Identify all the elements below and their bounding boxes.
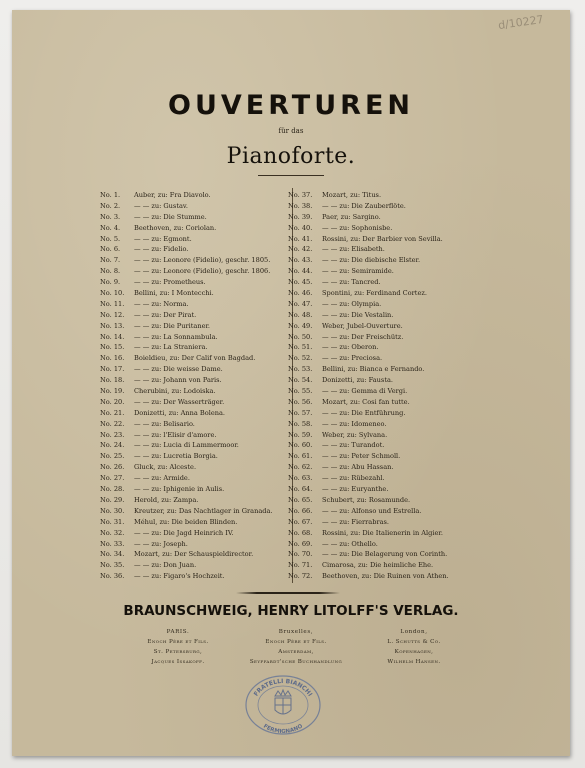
entry-title: — — zu: Die Puritaner. — [134, 321, 211, 330]
entry-number: No. 24. — [100, 441, 125, 450]
entry-number: No. 16. — [100, 354, 125, 363]
entry-title: — — zu: Egmont. — [134, 234, 192, 243]
entry-title: — — zu: Die diebische Elster. — [322, 256, 421, 265]
overture-entry — [288, 506, 478, 517]
crest-icon — [275, 690, 291, 714]
overture-entry — [100, 440, 288, 451]
overture-list-left — [100, 190, 288, 582]
overture-entry — [288, 440, 478, 451]
overture-entry — [100, 190, 288, 201]
entry-title: — — zu: Sophonisbe. — [322, 223, 393, 232]
overture-entry — [100, 560, 288, 571]
entry-title: Kreutzer, zu: Das Nachtlager in Granada. — [134, 506, 273, 515]
entry-title: — — zu: Leonore (Fidelio), geschr. 1805. — [134, 256, 271, 265]
entry-title: — — zu: Lucia di Lammermoor. — [134, 441, 239, 450]
agent-firm: Jacques Issakoff. — [151, 659, 205, 665]
pencil-annotation: d/10227 — [497, 12, 545, 33]
entry-title: Auber, zu: Fra Diavolo. — [134, 191, 211, 199]
entry-title: — — zu: Elisabeth. — [322, 245, 385, 254]
overture-entry — [288, 234, 478, 245]
agent-city: St. Petersburg, — [153, 649, 203, 655]
overture-entry — [288, 560, 478, 571]
entry-number: No. 69. — [288, 539, 313, 548]
entry-number: No. 9. — [100, 278, 121, 287]
library-stamp — [244, 674, 322, 736]
agent-firm: Enoch Père et Fils. — [147, 639, 209, 645]
entry-number: No. 38. — [288, 201, 313, 210]
overture-entry — [288, 549, 478, 560]
entry-number: No. 21. — [100, 408, 125, 417]
entry-title: — — zu: Peter Schmoll. — [322, 452, 401, 461]
overture-entry — [288, 386, 478, 397]
entry-title: — — zu: Fierrabras. — [322, 517, 390, 526]
entry-number: No. 58. — [288, 419, 313, 428]
agent-firm: Enoch Père et Fils. — [265, 639, 327, 645]
entry-number: No. 60. — [288, 441, 313, 450]
entry-number: No. 4. — [100, 223, 121, 232]
entry-number: No. 11. — [100, 299, 125, 308]
stamp-text-top: FRATELLI BIANCHI — [252, 677, 314, 698]
agent-city: Kopenhagen, — [394, 649, 434, 655]
entry-title: — — zu: Die Stumme. — [134, 212, 207, 221]
agent-city: Bruxelles, — [278, 629, 314, 635]
entry-number: No. 19. — [100, 387, 125, 396]
entry-number: No. 46. — [288, 289, 313, 298]
agent-city: Amsterdam, — [278, 649, 314, 655]
entry-title: Bellini, zu: I Montecchi. — [134, 289, 214, 298]
overture-entry — [100, 462, 288, 473]
entry-number: No. 2. — [100, 201, 121, 210]
entry-title: — — zu: Iphigenie in Aulis. — [134, 485, 225, 494]
entry-number: No. 61. — [288, 452, 313, 461]
entry-title: Cherubini, zu: Lodoiska. — [134, 387, 216, 396]
overture-entry — [100, 419, 288, 430]
overture-entry — [100, 408, 288, 419]
overture-entry — [288, 571, 478, 582]
entry-number: No. 35. — [100, 561, 125, 570]
entry-title: — — zu: Die weisse Dame. — [134, 365, 223, 374]
entry-title: — — zu: Fidelio. — [134, 245, 189, 254]
overture-entry — [100, 277, 288, 288]
overture-entry — [100, 266, 288, 277]
overture-entry — [100, 451, 288, 462]
entry-title: Mozart, zu: Der Schauspieldirector. — [134, 550, 254, 559]
entry-number: No. 27. — [100, 474, 125, 483]
entry-number: No. 48. — [288, 310, 313, 319]
overture-entry — [100, 528, 288, 539]
entry-number: No. 49. — [288, 321, 313, 330]
entry-number: No. 50. — [288, 332, 313, 341]
entry-number: No. 43. — [288, 256, 313, 265]
entry-number: No. 65. — [288, 495, 313, 504]
svg-text:FERMIGNANO — [262, 723, 304, 735]
entry-title: — — zu: Der Pirat. — [134, 310, 197, 319]
overture-entry — [288, 353, 478, 364]
overture-entry — [100, 223, 288, 234]
overture-entry — [100, 201, 288, 212]
entry-title: Mozart, zu: Titus. — [322, 191, 382, 199]
entry-number: No. 47. — [288, 299, 313, 308]
entry-title: Rossini, zu: Der Barbier von Sevilla. — [322, 234, 443, 243]
overture-entry — [288, 397, 478, 408]
overture-entry — [288, 462, 478, 473]
overture-entry — [100, 386, 288, 397]
entry-number: No. 56. — [288, 397, 313, 406]
agent-firm: Wilhelm Hansen. — [387, 659, 441, 665]
entry-number: No. 39. — [288, 212, 313, 221]
agent-city: PARIS. — [166, 629, 190, 635]
entry-number: No. 23. — [100, 430, 125, 439]
entry-number: No. 54. — [288, 376, 313, 385]
entry-title: — — zu: Lucretia Borgia. — [134, 452, 218, 461]
entry-title: Méhul, zu: Die beiden Blinden. — [134, 517, 238, 526]
overture-entry — [100, 430, 288, 441]
entry-title: — — zu: l'Elisir d'amore. — [134, 430, 217, 439]
entry-title: — — zu: La Sonnambula. — [134, 332, 218, 341]
entry-number: No. 72. — [288, 572, 313, 581]
entry-number: No. 70. — [288, 550, 313, 559]
overture-entry — [100, 310, 288, 321]
entry-number: No. 44. — [288, 267, 313, 276]
overture-entry — [100, 473, 288, 484]
entry-title: — — zu: Joseph. — [134, 539, 188, 548]
overture-entry — [288, 484, 478, 495]
overture-entry — [288, 375, 478, 386]
entry-title: — — zu: Euryanthe. — [322, 485, 389, 494]
instrument-title: Pianoforte. — [226, 144, 356, 169]
entry-number: No. 8. — [100, 267, 121, 276]
overture-entry — [100, 342, 288, 353]
entry-number: No. 52. — [288, 354, 313, 363]
overture-entry — [288, 201, 478, 212]
entry-title: Mozart, zu: Cosi fan tutte. — [322, 397, 410, 406]
overture-entry — [288, 364, 478, 375]
overture-entry — [288, 419, 478, 430]
overture-entry — [288, 473, 478, 484]
entry-number: No. 13. — [100, 321, 125, 330]
overture-entry — [100, 255, 288, 266]
entry-title: — — zu: Der Wasserträger. — [134, 397, 225, 406]
entry-title: — — zu: La Straniera. — [134, 343, 208, 352]
entry-title: — — zu: Othello. — [322, 539, 378, 548]
sheet-music-cover — [12, 10, 570, 756]
overture-entry — [288, 321, 478, 332]
overture-entry — [288, 277, 478, 288]
entry-number: No. 36. — [100, 572, 125, 581]
entry-title: — — zu: Gustav. — [134, 201, 188, 210]
entry-number: No. 6. — [100, 245, 121, 254]
overture-entry — [288, 528, 478, 539]
entry-number: No. 45. — [288, 278, 313, 287]
overture-entry — [288, 190, 478, 201]
entry-title: Paer, zu: Sargino. — [322, 212, 381, 221]
entry-number: No. 53. — [288, 365, 313, 374]
agent-city: London, — [400, 629, 428, 635]
entry-title: — — zu: Alfonso und Estrella. — [322, 506, 422, 515]
overture-entry — [100, 299, 288, 310]
entry-number: No. 57. — [288, 408, 313, 417]
overture-entry — [288, 430, 478, 441]
entry-number: No. 41. — [288, 234, 313, 243]
agent-firm: L. Schutts & Co. — [387, 639, 441, 645]
overture-entry — [288, 299, 478, 310]
entry-title: Bellini, zu: Bianca e Fernando. — [322, 365, 425, 374]
overture-entry — [288, 266, 478, 277]
overture-entry — [100, 234, 288, 245]
publisher-imprint: BRAUNSCHWEIG, HENRY LITOLFF'S VERLAG. — [123, 603, 459, 619]
stamp-text-bottom: FERMIGNANO — [262, 723, 304, 736]
entry-number: No. 32. — [100, 528, 125, 537]
overture-entry — [288, 451, 478, 462]
entry-number: No. 22. — [100, 419, 125, 428]
page-title: OUVERTUREN — [168, 90, 414, 121]
entry-number: No. 40. — [288, 223, 313, 232]
entry-title: — — zu: Preciosa. — [322, 354, 383, 363]
overture-entry — [100, 321, 288, 332]
entry-title: — — zu: Tancred. — [322, 278, 381, 287]
overture-entry — [288, 255, 478, 266]
entry-title: — — zu: Gemma di Vergi. — [322, 387, 408, 396]
overture-entry — [100, 244, 288, 255]
overture-entry — [100, 539, 288, 550]
entry-number: No. 63. — [288, 474, 313, 483]
overture-entry — [100, 506, 288, 517]
entry-number: No. 31. — [100, 517, 125, 526]
overture-entry — [100, 288, 288, 299]
overture-entry — [100, 364, 288, 375]
entry-title: — — zu: Idomeneo. — [322, 419, 387, 428]
agent-firm: Seyffardt'sche Buchhandlung — [249, 659, 343, 665]
entry-title: — — zu: Die Entführung. — [322, 408, 406, 417]
entry-number: No. 17. — [100, 365, 125, 374]
entry-title: Donizetti, zu: Fausta. — [322, 376, 393, 385]
entry-number: No. 14. — [100, 332, 125, 341]
overture-entry — [288, 517, 478, 528]
entry-number: No. 1. — [100, 191, 121, 199]
entry-title: — — zu: Semiramide. — [322, 267, 394, 276]
entry-number: No. 3. — [100, 212, 121, 221]
overture-entry — [288, 332, 478, 343]
overture-entry — [100, 517, 288, 528]
entry-title: — — zu: Belisario. — [134, 419, 195, 428]
entry-number: No. 5. — [100, 234, 121, 243]
entry-title: Rossini, zu: Die Italienerin in Algier. — [322, 528, 443, 537]
overture-entry — [288, 539, 478, 550]
overture-list-right — [288, 190, 478, 582]
entry-title: Herold, zu: Zampa. — [134, 495, 199, 504]
overture-entry — [288, 310, 478, 321]
entry-title: — — zu: Der Freischütz. — [322, 332, 404, 341]
entry-number: No. 20. — [100, 397, 125, 406]
entry-title: — — zu: Don Juan. — [134, 561, 197, 570]
entry-title: Beethoven, zu: Die Ruinen von Athen. — [322, 572, 449, 581]
entry-title: Spontini, zu: Ferdinand Cortez. — [322, 289, 427, 298]
entry-title: — — zu: Die Vestalin. — [322, 310, 394, 319]
entry-number: No. 68. — [288, 528, 313, 537]
entry-number: No. 62. — [288, 463, 313, 472]
overture-entry — [100, 571, 288, 582]
overture-entry — [100, 375, 288, 386]
entry-title: Cimarosa, zu: Die heimliche Ehe. — [322, 561, 434, 570]
entry-number: No. 66. — [288, 506, 313, 515]
entry-title: — — zu: Olympia. — [322, 299, 382, 308]
entry-title: Schubert, zu: Rosamunde. — [322, 495, 411, 504]
entry-title: Weber, Jubel-Ouverture. — [322, 321, 403, 330]
overture-entry — [288, 288, 478, 299]
entry-title: — — zu: Prometheus. — [134, 278, 206, 287]
overture-entry — [100, 549, 288, 560]
entry-number: No. 28. — [100, 485, 125, 494]
entry-number: No. 37. — [288, 191, 313, 199]
entry-number: No. 29. — [100, 495, 125, 504]
entry-number: No. 59. — [288, 430, 313, 439]
entry-number: No. 64. — [288, 485, 313, 494]
entry-number: No. 51. — [288, 343, 313, 352]
entry-title: — — zu: Norma. — [134, 299, 189, 308]
entry-title: Boieldieu, zu: Der Calif von Bagdad. — [134, 354, 256, 363]
entry-number: No. 55. — [288, 387, 313, 396]
overture-entry — [288, 212, 478, 223]
entry-title: Donizetti, zu: Anna Bolena. — [134, 408, 226, 417]
overture-entry — [288, 342, 478, 353]
overture-entry — [100, 332, 288, 343]
entry-number: No. 71. — [288, 561, 313, 570]
entry-title: — — zu: Armide. — [134, 474, 190, 483]
entry-number: No. 33. — [100, 539, 125, 548]
entry-title: — — zu: Abu Hassan. — [322, 463, 394, 472]
entry-title: — — zu: Die Zauberflöte. — [322, 201, 406, 210]
overture-entry — [100, 495, 288, 506]
overture-entry — [100, 212, 288, 223]
overture-entry — [288, 408, 478, 419]
overture-entry — [288, 223, 478, 234]
entry-title: Gluck, zu: Alceste. — [134, 463, 197, 472]
entry-title: — — zu: Figaro's Hochzeit. — [134, 572, 225, 581]
entry-number: No. 42. — [288, 245, 313, 254]
entry-title: — — zu: Leonore (Fidelio), geschr. 1806. — [134, 267, 271, 276]
entry-number: No. 67. — [288, 517, 313, 526]
entry-title: Weber, zu: Sylvana. — [322, 430, 388, 439]
entry-title: — — zu: Die Jagd Heinrich IV. — [134, 528, 234, 537]
entry-number: No. 26. — [100, 463, 125, 472]
entry-title: — — zu: Rübezahl. — [322, 474, 385, 483]
entry-title: — — zu: Johann von Paris. — [134, 376, 222, 385]
entry-title: — — zu: Turandot. — [322, 441, 385, 450]
entry-title: — — zu: Die Belagerung von Corinth. — [322, 550, 448, 559]
entry-number: No. 7. — [100, 256, 121, 265]
subtitle: für das — [278, 127, 304, 135]
entry-number: No. 34. — [100, 550, 125, 559]
title-rule — [258, 175, 324, 176]
entry-title: Beethoven, zu: Coriolan. — [134, 223, 217, 232]
entry-number: No. 30. — [100, 506, 125, 515]
entry-number: No. 18. — [100, 376, 125, 385]
entry-number: No. 12. — [100, 310, 125, 319]
overture-entry — [288, 495, 478, 506]
entry-number: No. 15. — [100, 343, 125, 352]
agent-block — [344, 627, 484, 667]
overture-entry — [100, 353, 288, 364]
entry-number: No. 25. — [100, 452, 125, 461]
overture-entry — [100, 484, 288, 495]
overture-entry — [100, 397, 288, 408]
entry-title: — — zu: Oberon. — [322, 343, 379, 352]
overture-entry — [288, 244, 478, 255]
entry-number: No. 10. — [100, 289, 125, 298]
ornamental-rule — [236, 592, 340, 594]
